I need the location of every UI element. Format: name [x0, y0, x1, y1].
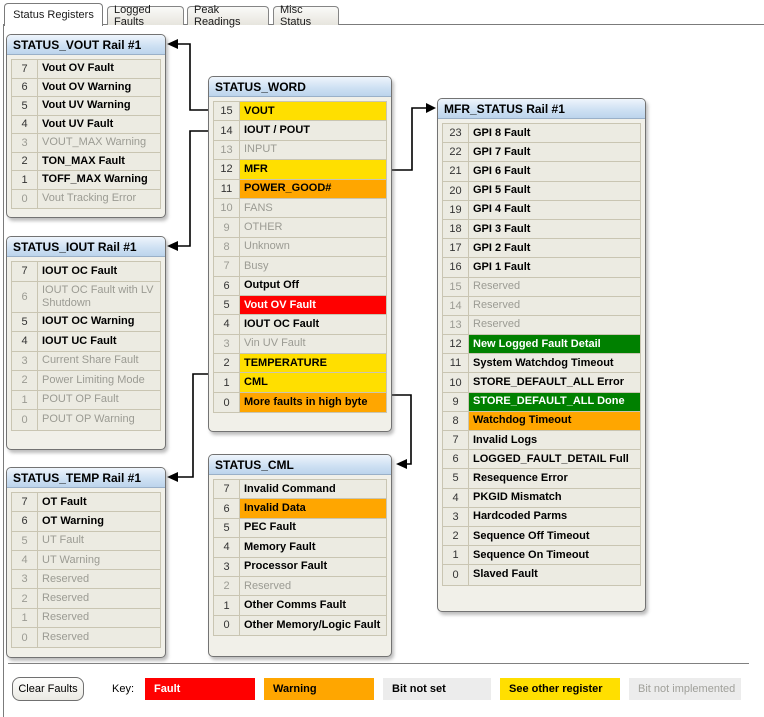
bit-row — [214, 519, 386, 538]
bit-number: 5 — [12, 313, 38, 332]
bit-row — [214, 238, 386, 257]
bit-label: GPI 3 Fault — [473, 222, 531, 235]
bit-number: 8 — [443, 412, 469, 430]
bit-row — [214, 558, 386, 577]
bit-row — [12, 79, 160, 98]
panel-status-iout — [6, 236, 166, 450]
bit-number: 14 — [443, 297, 469, 315]
bit-row — [443, 316, 640, 335]
bit-label: GPI 5 Fault — [473, 184, 531, 197]
bit-row — [214, 257, 386, 276]
status-word-bit-table — [213, 101, 387, 413]
bit-label: PEC Fault — [244, 521, 296, 534]
bit-number: 2 — [214, 577, 240, 595]
panel-status-vout — [6, 34, 166, 218]
bit-label: GPI 6 Fault — [473, 164, 531, 177]
bit-label: Processor Fault — [244, 560, 328, 573]
bit-row — [443, 450, 640, 469]
bit-row — [12, 628, 160, 647]
bit-row — [12, 332, 160, 352]
bit-row — [214, 296, 386, 315]
bit-number: 17 — [443, 239, 469, 257]
bit-row — [443, 508, 640, 527]
bit-row — [443, 565, 640, 584]
bit-row — [12, 262, 160, 282]
bit-label: Power Limiting Mode — [42, 373, 145, 386]
bit-row — [12, 391, 160, 411]
bit-row — [214, 480, 386, 499]
bit-number: 6 — [443, 450, 469, 468]
bit-row — [12, 313, 160, 333]
bit-number: 1 — [12, 391, 38, 410]
bit-row — [12, 589, 160, 608]
bit-number: 0 — [214, 393, 240, 412]
bit-label: Memory Fault — [244, 540, 316, 553]
bit-number: 3 — [12, 352, 38, 371]
bit-row — [214, 596, 386, 615]
bit-row — [214, 373, 386, 392]
bit-label: POUT OP Warning — [42, 413, 135, 426]
bit-number: 10 — [443, 373, 469, 391]
bit-row — [443, 393, 640, 412]
bit-row — [12, 551, 160, 570]
bit-label: INPUT — [244, 143, 277, 156]
bit-row — [443, 412, 640, 431]
bit-number: 22 — [443, 143, 469, 161]
bit-label: Sequence On Timeout — [473, 548, 589, 561]
bit-number: 3 — [443, 508, 469, 526]
bit-label: POUT OP Fault — [42, 393, 119, 406]
bit-row — [12, 282, 160, 313]
bit-number: 4 — [12, 332, 38, 351]
bit-number: 4 — [12, 551, 38, 569]
bit-number: 1 — [214, 596, 240, 614]
bit-number: 23 — [443, 124, 469, 142]
bit-row — [12, 97, 160, 116]
bit-row — [214, 616, 386, 635]
bit-label: New Logged Fault Detail — [469, 335, 640, 353]
bit-label: Current Share Fault — [42, 354, 139, 367]
bit-label: Resequence Error — [473, 471, 568, 484]
bit-row — [443, 489, 640, 508]
bit-number: 8 — [214, 238, 240, 256]
bit-label: Reserved — [42, 572, 90, 585]
bit-label: Output Off — [244, 279, 299, 292]
key-chip-see-other-register: See other register — [500, 678, 620, 700]
bit-row — [443, 182, 640, 201]
bit-label: Invalid Logs — [473, 433, 538, 446]
bit-label: Slaved Fault — [473, 568, 538, 581]
bit-row — [214, 218, 386, 237]
bit-label: STORE_DEFAULT_ALL Done — [469, 393, 640, 411]
bit-row — [214, 277, 386, 296]
bit-number: 4 — [214, 315, 240, 333]
bit-label: IOUT UC Fault — [42, 334, 117, 347]
bit-label: More faults in high byte — [240, 393, 386, 412]
bit-number: 14 — [214, 121, 240, 139]
bit-label: Reserved — [473, 280, 521, 293]
bit-number: 3 — [214, 335, 240, 353]
arrow-word-to-mfr — [392, 103, 436, 170]
bit-number: 3 — [214, 558, 240, 576]
bit-label: Reserved — [42, 592, 90, 605]
bit-label: Invalid Data — [240, 499, 386, 517]
bit-number: 2 — [12, 589, 38, 607]
bit-number: 3 — [12, 570, 38, 588]
tab-peak-readings[interactable]: Peak Readings — [187, 6, 269, 25]
bit-label: Reserved — [42, 611, 90, 624]
bit-label: TEMPERATURE — [240, 354, 386, 372]
bit-label: Vin UV Fault — [244, 337, 306, 350]
bit-number: 6 — [214, 277, 240, 295]
bit-row — [443, 124, 640, 143]
panel-status-word — [208, 76, 392, 432]
bit-label: Vout OV Fault — [240, 296, 386, 314]
bit-row — [214, 160, 386, 179]
panel-status-iout-title: STATUS_IOUT Rail #1 — [7, 237, 165, 257]
bit-label: OT Warning — [42, 514, 104, 527]
bit-number: 12 — [443, 335, 469, 353]
bit-label: Hardcoded Parms — [473, 510, 568, 523]
bit-label: VOUT — [240, 102, 386, 120]
arrow-word-to-temp — [167, 374, 208, 482]
bit-label: Vout UV Warning — [42, 99, 131, 112]
bit-label: Other Comms Fault — [244, 599, 347, 612]
bit-label: STORE_DEFAULT_ALL Error — [473, 376, 624, 389]
bit-number: 5 — [12, 97, 38, 115]
bit-number: 5 — [214, 296, 240, 314]
bit-label: Vout UV Fault — [42, 117, 114, 130]
bit-row — [443, 354, 640, 373]
bit-number: 5 — [443, 469, 469, 487]
status-iout-bit-table — [11, 261, 161, 431]
bit-label: LOGGED_FAULT_DETAIL Full — [473, 452, 629, 465]
bit-row — [12, 171, 160, 190]
bit-row — [443, 527, 640, 546]
bit-row — [12, 371, 160, 391]
arrow-word-to-iout — [167, 131, 208, 251]
bit-label: VOUT_MAX Warning — [42, 136, 147, 149]
bit-number: 1 — [214, 373, 240, 391]
clear-faults-button[interactable]: Clear Faults — [12, 677, 84, 701]
status-temp-bit-table — [11, 492, 161, 648]
bit-label: IOUT / POUT — [244, 124, 310, 137]
bit-label: FANS — [244, 201, 273, 214]
bit-number: 9 — [443, 393, 469, 411]
bit-number: 4 — [214, 538, 240, 556]
panel-status-temp — [6, 467, 166, 658]
bit-number: 5 — [12, 532, 38, 550]
bit-number: 6 — [12, 79, 38, 97]
bit-row — [214, 499, 386, 518]
bit-label: Sequence Off Timeout — [473, 529, 590, 542]
bit-number: 1 — [12, 171, 38, 189]
panel-status-cml-title: STATUS_CML — [209, 455, 391, 475]
bit-row — [443, 373, 640, 392]
bit-label: Reserved — [473, 318, 521, 331]
bit-row — [12, 609, 160, 628]
bit-label: Vout Tracking Error — [42, 192, 137, 205]
bit-number: 4 — [443, 489, 469, 507]
bit-row — [443, 143, 640, 162]
bit-label: PKGID Mismatch — [473, 491, 562, 504]
bit-row — [214, 335, 386, 354]
bit-label: Watchdog Timeout — [469, 412, 640, 430]
panel-mfr-status-title: MFR_STATUS Rail #1 — [438, 99, 645, 119]
bit-row — [214, 121, 386, 140]
bit-label: UT Warning — [42, 553, 101, 566]
bit-number: 5 — [214, 519, 240, 537]
bit-number: 16 — [443, 258, 469, 276]
bit-row — [443, 220, 640, 239]
bit-number: 6 — [12, 512, 38, 530]
tab-logged-faults[interactable]: Logged Faults — [107, 6, 184, 25]
bit-number: 15 — [214, 102, 240, 120]
bit-row — [443, 201, 640, 220]
bit-row — [214, 102, 386, 121]
bit-label: GPI 4 Fault — [473, 203, 531, 216]
bit-label: Invalid Command — [244, 482, 336, 495]
bit-label: POWER_GOOD# — [240, 180, 386, 198]
bit-row — [443, 546, 640, 565]
bit-row — [443, 239, 640, 258]
bit-row — [12, 134, 160, 153]
bit-row — [443, 469, 640, 488]
bit-number: 19 — [443, 201, 469, 219]
bit-label: GPI 8 Fault — [473, 126, 531, 139]
bit-number: 2 — [12, 153, 38, 171]
status-vout-bit-table — [11, 59, 161, 209]
bit-number: 0 — [12, 190, 38, 209]
bit-row — [443, 258, 640, 277]
bit-label: IOUT OC Fault with LV Shutdown — [42, 283, 154, 309]
panel-status-word-title: STATUS_WORD — [209, 77, 391, 97]
bit-number: 1 — [443, 546, 469, 564]
bit-row — [214, 199, 386, 218]
bit-label: OT Fault — [42, 495, 87, 508]
bit-label: Busy — [244, 259, 269, 272]
bit-number: 3 — [12, 134, 38, 152]
bit-row — [214, 180, 386, 199]
bit-label: UT Fault — [42, 534, 84, 547]
bit-label: MFR — [240, 160, 386, 178]
mfr-status-bit-table — [442, 123, 641, 586]
bit-row — [12, 570, 160, 589]
key-chip-bit-not-implemented: Bit not implemented — [629, 678, 741, 700]
bit-number: 11 — [443, 354, 469, 372]
bit-number: 7 — [12, 60, 38, 78]
bit-row — [12, 410, 160, 430]
bit-label: Reserved — [473, 299, 521, 312]
bit-number: 6 — [214, 499, 240, 517]
bit-number: 0 — [12, 410, 38, 430]
bit-number: 2 — [443, 527, 469, 545]
bit-row — [12, 512, 160, 531]
bit-row — [12, 116, 160, 135]
bit-number: 7 — [12, 262, 38, 281]
bit-number: 10 — [214, 199, 240, 217]
key-chip-fault: Fault — [145, 678, 255, 700]
bit-number: 9 — [214, 218, 240, 236]
bit-label: OTHER — [244, 221, 283, 234]
tab-status-registers[interactable]: Status Registers — [4, 3, 103, 26]
bit-row — [214, 577, 386, 596]
bit-number: 7 — [443, 431, 469, 449]
bit-row — [214, 354, 386, 373]
bit-number: 13 — [214, 141, 240, 159]
bit-label: IOUT OC Fault — [244, 317, 320, 330]
bit-label: TON_MAX Fault — [42, 154, 125, 167]
bit-number: 2 — [214, 354, 240, 372]
bit-row — [12, 493, 160, 512]
arrow-word-to-cml — [392, 395, 411, 469]
bit-number: 0 — [12, 628, 38, 647]
bit-row — [214, 315, 386, 334]
bit-number: 11 — [214, 180, 240, 198]
bit-number: 12 — [214, 160, 240, 178]
tab-misc-status[interactable]: Misc Status — [273, 6, 339, 25]
panel-status-cml — [208, 454, 392, 657]
bit-row — [443, 335, 640, 354]
bit-row — [12, 60, 160, 79]
bit-number: 13 — [443, 316, 469, 334]
bit-row — [214, 141, 386, 160]
bit-number: 21 — [443, 162, 469, 180]
bit-label: GPI 1 Fault — [473, 260, 531, 273]
bit-number: 20 — [443, 182, 469, 200]
bit-label: Reserved — [42, 631, 90, 644]
bit-number: 4 — [12, 116, 38, 134]
bit-label: GPI 2 Fault — [473, 241, 531, 254]
bit-number: 1 — [12, 609, 38, 627]
panel-status-temp-title: STATUS_TEMP Rail #1 — [7, 468, 165, 488]
bit-label: GPI 7 Fault — [473, 145, 531, 158]
bit-number: 6 — [12, 282, 38, 312]
bit-row — [443, 162, 640, 181]
bit-label: System Watchdog Timeout — [473, 356, 614, 369]
bit-number: 7 — [12, 493, 38, 511]
color-key — [112, 678, 741, 700]
bit-label: CML — [240, 373, 386, 391]
panel-status-vout-title: STATUS_VOUT Rail #1 — [7, 35, 165, 55]
arrow-word-to-vout — [167, 39, 208, 110]
bit-row — [214, 538, 386, 557]
bit-row — [443, 431, 640, 450]
bit-row — [12, 352, 160, 372]
bit-row — [214, 393, 386, 412]
key-chip-warning: Warning — [264, 678, 374, 700]
bit-label: Vout OV Warning — [42, 80, 132, 93]
bit-label: Other Memory/Logic Fault — [244, 618, 381, 631]
bit-label: Reserved — [244, 579, 292, 592]
bit-number: 7 — [214, 480, 240, 498]
bit-row — [443, 297, 640, 316]
bit-row — [12, 532, 160, 551]
key-label: Key: — [112, 683, 135, 695]
bit-number: 7 — [214, 257, 240, 275]
bit-row — [443, 278, 640, 297]
footer-separator — [8, 663, 749, 664]
bit-label: Vout OV Fault — [42, 62, 114, 75]
bit-label: IOUT OC Fault — [42, 264, 118, 277]
bit-number: 18 — [443, 220, 469, 238]
bit-number: 15 — [443, 278, 469, 296]
bit-number: 0 — [443, 565, 469, 584]
bit-label: IOUT OC Warning — [42, 315, 135, 328]
panel-mfr-status — [437, 98, 646, 612]
bit-number: 2 — [12, 371, 38, 390]
bit-row — [12, 153, 160, 172]
bit-label: TOFF_MAX Warning — [42, 173, 148, 186]
bit-number: 0 — [214, 616, 240, 635]
key-chip-bit-not-set: Bit not set — [383, 678, 491, 700]
bit-label: Unknown — [244, 240, 290, 253]
bit-row — [12, 190, 160, 209]
status-cml-bit-table — [213, 479, 387, 636]
